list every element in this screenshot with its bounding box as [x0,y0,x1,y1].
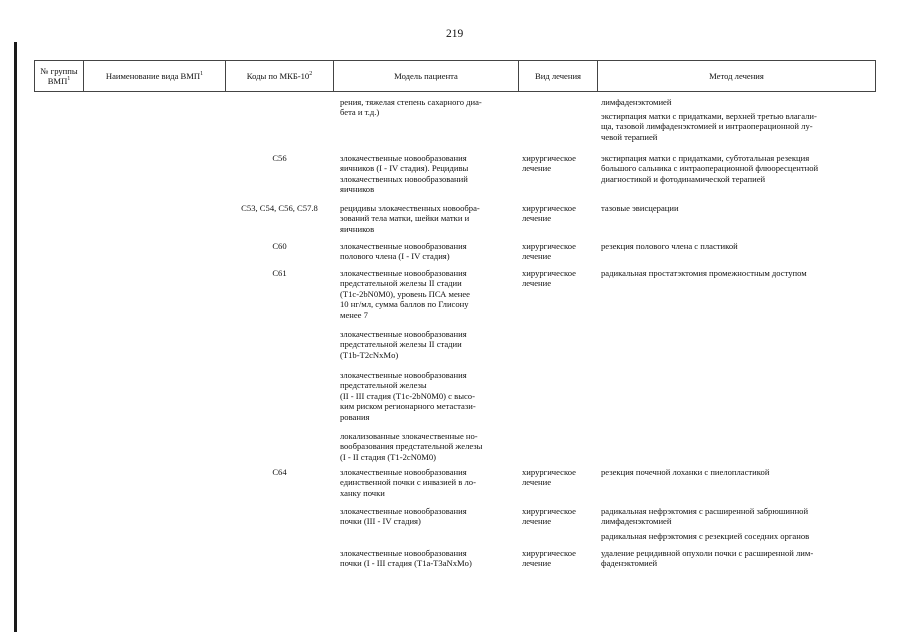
treatment-method-cell: резекция почечной лоханки с пиелопластикой [601,467,770,477]
treatment-method-cell: удаление рецидивной опухоли почки с расширенной лим- фаденэктомией [601,548,814,569]
treatment-method-cell: резекция полового члена с пластикой [601,241,738,251]
header-patient-model: Модель пациента [394,70,458,81]
patient-model-cell: злокачественные новообразования единственной почки с инвазией в ло- ханку почки [340,467,476,498]
treatment-type-cell: хирургическое лечение [522,153,576,174]
icd-code-cell: C64 [272,467,287,477]
treatment-type-cell: хирургическое лечение [522,241,576,262]
header-vmp-name: Наименование вида ВМП$^1$ [105,70,204,81]
treatment-method-cell: тазовые эвисцерации [601,203,679,213]
treatment-type-cell: хирургическое лечение [522,268,576,289]
treatment-type-cell: хирургическое лечение [522,548,576,569]
treatment-type-cell: хирургическое лечение [522,506,576,527]
binding-line [14,42,17,632]
header-group-number: № группы ВМП$^1$ [40,65,78,86]
patient-model-cell: локализованные злокачественные но- вообразования предстательной железы (I - II стадия (T1-2cN0M0) [340,431,483,462]
treatment-method-cell: экстирпация матки с придатками, субтотальная резекция большого сальника с интраоперационной флюоресцентной диагностикой и фотодинамической терапией [601,153,819,184]
treatment-method-cell: радикальная нефрэктомия с расширенной забрюшинной лимфаденэктомией [601,506,809,527]
patient-model-cell: злокачественные новообразования полового члена (I - IV стадия) [340,241,467,262]
treatment-method-cell: радикальная простатэктомия промежностным доступом [601,268,807,278]
icd-code-cell: C61 [272,268,287,278]
header-icd-codes: Коды по МКБ-$10^2$ [246,70,313,81]
patient-model-cell: рения, тяжелая степень сахарного диа- бета и т.д.) [340,97,482,118]
icd-code-cell: C60 [272,241,287,251]
header-treatment-method: Метод лечения [709,70,764,81]
patient-model-cell: злокачественные новообразования предстательной железы II стадии (T1c-2bN0M0), уровень ПСА менее 10 нг/мл, сумма баллов по Глисону менее 7 [340,268,471,320]
treatment-method-cell: экстирпация матки с придатками, верхней третью влагали- ща, тазовой лимфаденэктомией и интраоперационной лу- чевой терапией [601,111,817,142]
table-header-bottom-rule [34,91,875,92]
icd-code-cell: C56 [272,153,287,163]
icd-code-cell: C53, C54, C56, C57.8 [241,203,318,213]
page-number: 219 [446,28,464,40]
treatment-method-cell: радикальная нефрэктомия с резекцией соседних органов [601,531,810,541]
treatment-type-cell: хирургическое лечение [522,203,576,224]
treatment-method-cell: лимфаденэктомией [601,97,672,107]
patient-model-cell: злокачественные новообразования почки (I - III стадия (T1a-T3aNxMo) [340,548,472,569]
header-divider [875,60,876,92]
patient-model-cell: злокачественные новообразования предстательной железы II стадии (T1b-T2cNxMo) [340,329,467,360]
treatment-type-cell: хирургическое лечение [522,467,576,488]
patient-model-cell: злокачественные новообразования предстательной железы (II - III стадия (T1c-2bN0M0) с высо- ким риском регионарного метастази- рования [340,370,476,422]
patient-model-cell: злокачественные новообразования почки (III - IV стадия) [340,506,467,527]
header-treatment-type: Вид лечения [534,70,582,81]
patient-model-cell: рецидивы злокачественных новообра- зований тела матки, шейки матки и яичников [340,203,480,234]
patient-model-cell: злокачественные новообразования яичников (I - IV стадия). Рецидивы злокачественных новообразований яичников [340,153,469,195]
